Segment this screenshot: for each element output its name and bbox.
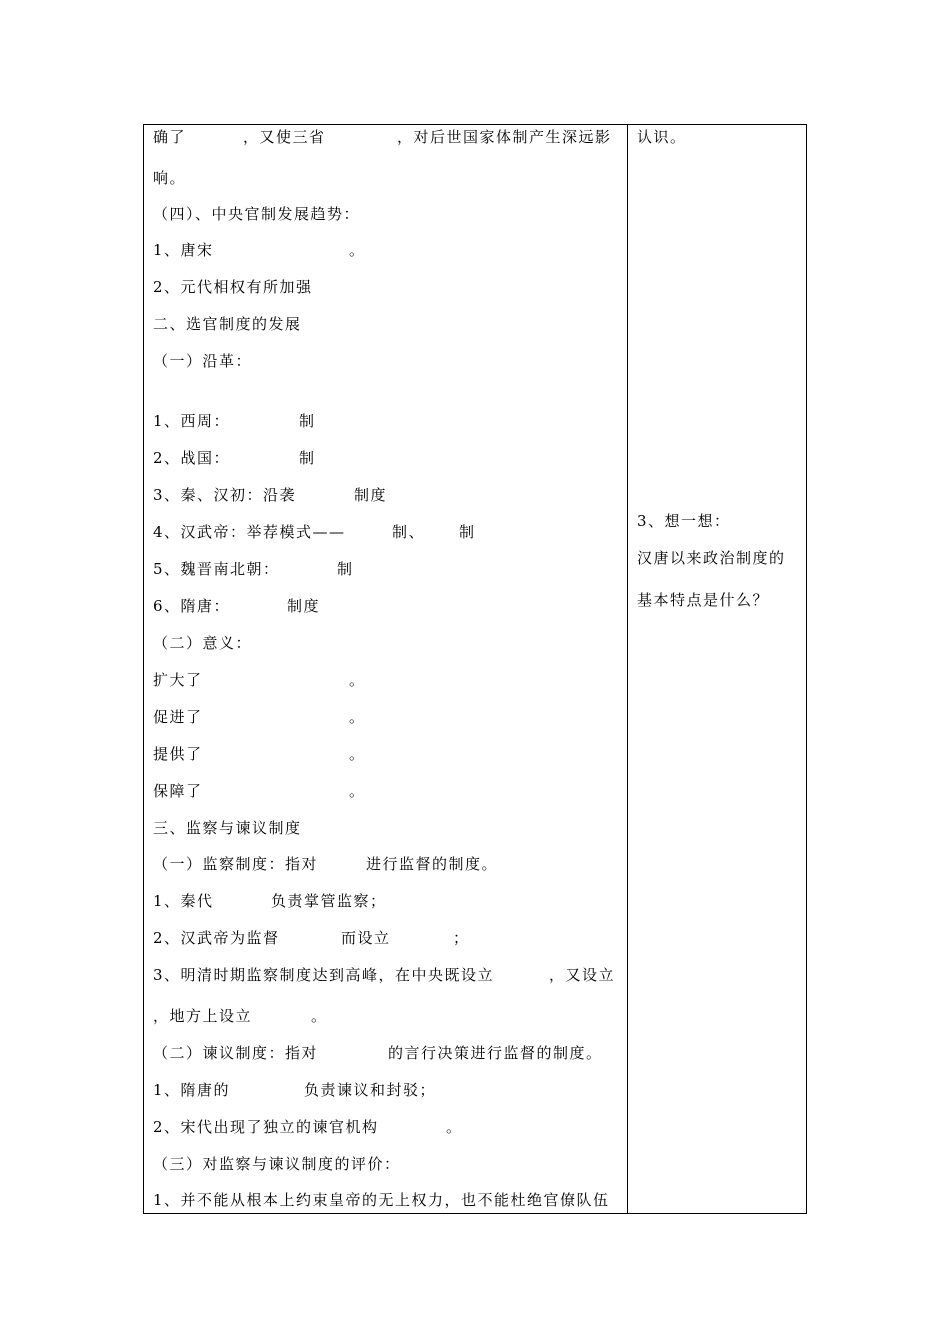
- text-segment: 1、并不能从根本上约束皇帝的无上权力，也不能杜绝官僚队伍: [153, 1191, 610, 1209]
- text-segment: 。: [349, 671, 366, 689]
- text-segment: 制: [337, 560, 354, 578]
- text-segment: 制、: [392, 523, 426, 541]
- section-heading: （四）、中央官制发展趋势：: [153, 205, 361, 223]
- text-segment: 负责掌管监察；: [271, 892, 387, 910]
- text-segment: 制: [299, 412, 316, 430]
- text-segment: 3、明清时期监察制度达到高峰，在中央既设立: [153, 966, 495, 984]
- text-segment: ，又使三省: [243, 128, 326, 146]
- text-segment: 负责谏议和封驳；: [304, 1081, 437, 1099]
- text-segment: 1、西周：: [153, 412, 231, 430]
- text-segment: （一）监察制度：指对: [153, 855, 319, 873]
- text-segment: 制: [459, 523, 476, 541]
- text-segment: 保障了: [153, 782, 203, 800]
- question-text: 基本特点是什么？: [637, 591, 770, 609]
- section-heading: 二、选官制度的发展: [153, 315, 302, 333]
- section-heading: （三）对监察与谏议制度的评价：: [153, 1155, 401, 1173]
- text-segment: 。: [349, 745, 366, 763]
- text-segment: 1、隋唐的: [153, 1081, 231, 1099]
- text-segment: ，地方上设立: [153, 1007, 253, 1025]
- text-segment: 。: [311, 1007, 328, 1025]
- text-segment: ，对后世国家体制产生深远影: [397, 128, 612, 146]
- section-heading: （二）意义：: [153, 634, 253, 652]
- text-segment: 3、秦、汉初：沿袭: [153, 486, 297, 504]
- text-segment: 4、汉武帝：举荐模式——: [153, 523, 346, 541]
- question-heading: 3、想一想：: [637, 512, 731, 530]
- text-segment: 制度: [354, 486, 388, 504]
- text-segment: 。: [349, 241, 366, 259]
- text-segment: 响。: [153, 169, 187, 187]
- text-segment: 扩大了: [153, 671, 203, 689]
- question-text: 汉唐以来政治制度的: [637, 549, 786, 567]
- text-segment: 2、宋代出现了独立的谏官机构: [153, 1118, 379, 1136]
- text-segment: 而设立: [341, 929, 391, 947]
- text-segment: 2、汉武帝为监督: [153, 929, 280, 947]
- text-segment: 提供了: [153, 745, 203, 763]
- text-segment: （二）谏议制度：指对: [153, 1044, 319, 1062]
- text-segment: 。: [349, 782, 366, 800]
- text-segment: 6、隋唐：: [153, 597, 231, 615]
- text-segment: ；: [453, 929, 470, 947]
- text-segment: ，又设立: [549, 966, 616, 984]
- text-segment: 5、魏晋南北朝：: [153, 560, 280, 578]
- text-segment: 。: [349, 708, 366, 726]
- section-heading: 三、监察与谏议制度: [153, 819, 302, 837]
- text-segment: 1、秦代: [153, 892, 214, 910]
- text-segment: 。: [446, 1118, 463, 1136]
- text-segment: 的言行决策进行监督的制度。: [388, 1044, 603, 1062]
- text-segment: 促进了: [153, 708, 203, 726]
- section-heading: （一）沿革：: [153, 352, 253, 370]
- text-segment: 认识。: [637, 128, 687, 146]
- text-segment: 2、战国：: [153, 449, 231, 467]
- text-segment: 1、唐宋: [153, 241, 214, 259]
- text-segment: 制度: [287, 597, 321, 615]
- text-segment: 进行监督的制度。: [366, 855, 499, 873]
- text-segment: 制: [299, 449, 316, 467]
- text-segment: 确了: [153, 128, 187, 146]
- text-segment: 2、元代相权有所加强: [153, 278, 313, 296]
- column-divider: [627, 125, 628, 1213]
